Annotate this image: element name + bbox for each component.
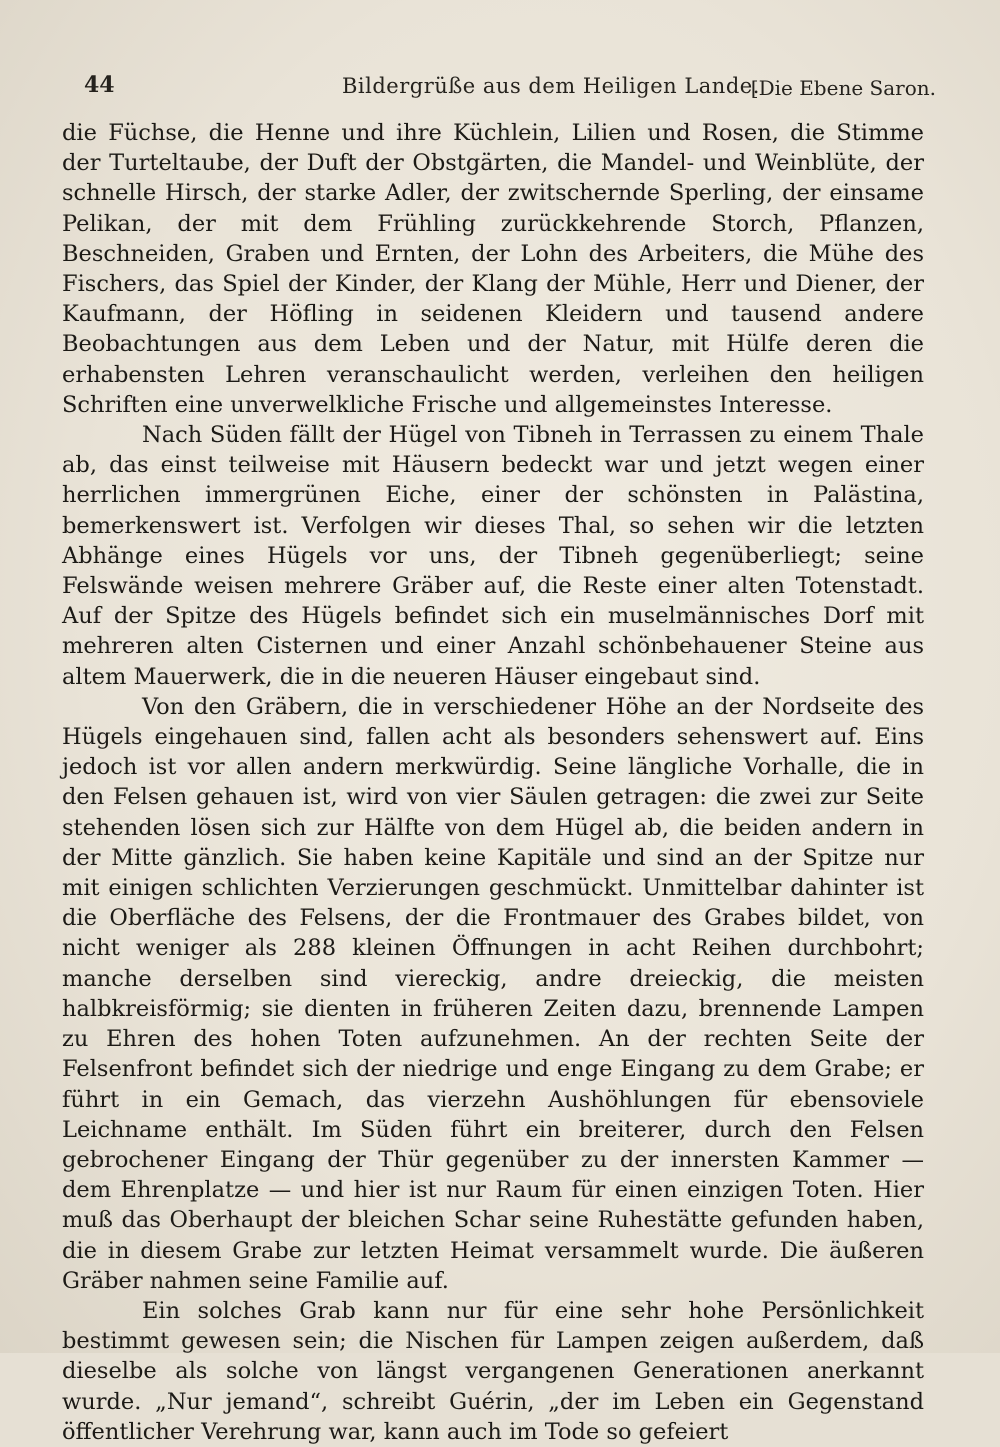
paragraph: Von den Gräbern, die in verschiedener Höhe an der Nordseite des Hügels eingehauen sind, fallen acht als besonders sehenswert auf. Eins jedoch ist vor allen andern merkwürdig. Seine längliche Vorhalle, die in den Felsen gehauen ist, wird von vier Säulen getragen: die zwei zur Seite stehenden lösen sich zur Hälfte von dem Hügel ab, die beiden andern in der Mitte gänzlich. Sie haben keine Kapitäle und sind an der Spitze nur mit einigen schlichten Verzierungen geschmückt. Unmittelbar dahinter ist die Oberfläche des Felsens, der die Frontmauer des Grabes bildet, von nicht weniger als 288 kleinen Öffnungen in acht Reihen durchbohrt; manche derselben sind viereckig, andre dreieckig, die meisten halbkreisförmig; sie dienten in früheren Zeiten dazu, brennende Lampen zu Ehren des hohen Toten aufzunehmen. An der rechten Seite der Felsenfront befindet sich der niedrige und enge Eingang zu dem Grabe; er führt in ein Gemach, das vierzehn Aushöhlungen für ebensoviele Leichname enthält. Im Süden führt ein breiterer, durch den Felsen gebrochener Eingang der Thür gegenüber zu der innersten Kammer — dem Ehrenplatze — und hier ist nur Raum für einen einzigen Toten. Hier muß das Oberhaupt der bleichen Schar seine Ruhestätte gefunden haben, die in diesem Grabe zur letzten Heimat versammelt wurde. Die äußeren Gräber nahmen seine Familie auf.	[62, 693, 924, 1294]
running-title: Bildergrüße aus dem Heiligen Lande.	[342, 74, 760, 98]
paragraph: Ein solches Grab kann nur für eine sehr hohe Persönlichkeit bestimmt gewesen sein; die Nischen für Lampen zeigen außerdem, daß dieselbe als solche von längst vergangenen Generationen anerkannt wurde. „Nur jemand“, schreibt Guérin, „der im Leben ein Gegenstand öffentlicher Verehrung war, kann auch im Tode so gefeiert	[62, 1297, 924, 1445]
paragraph: Nach Süden fällt der Hügel von Tibneh in Terrassen zu einem Thale ab, das einst teilweise mit Häusern bedeckt war und jetzt wegen einer herrlichen immergrünen Eiche, einer der schönsten in Palästina, bemerkenswert ist. Verfolgen wir dieses Thal, so sehen wir die letzten Abhänge eines Hügels vor uns, der Tibneh gegenüberliegt; seine Felswände weisen mehrere Gräber auf, die Reste einer alten Totenstadt. Auf der Spitze des Hügels befindet sich ein muselmännisches Dorf mit mehreren alten Cisternen und einer Anzahl schönbehauener Steine aus altem Mauerwerk, die in die neueren Häuser eingebaut sind.	[62, 422, 924, 690]
paragraph: die Füchse, die Henne und ihre Küchlein, Lilien und Rosen, die Stimme der Turteltaube, der Duft der Obstgärten, die Mandel- und Weinblüte, der schnelle Hirsch, der starke Adler, der zwitschernde Sperling, der einsame Pelikan, der mit dem Frühling zurückkehrende Storch, Pflanzen, Beschneiden, Graben und Ernten, der Lohn des Arbeiters, die Mühe des Fischers, das Spiel der Kinder, der Klang der Mühle, Herr und Diener, der Kaufmann, der Höfling in seidenen Kleidern und tausend andere Beobachtungen aus dem Leben und der Natur, mit Hülfe deren die erhabensten Lehren veranschaulicht werden, verleihen den heiligen Schriften eine unverwelkliche Frische und allgemeinstes Interesse.	[62, 120, 924, 418]
section-reference: [Die Ebene Saron.	[750, 76, 936, 100]
body-text	[62, 118, 924, 1447]
page-number: 44	[84, 72, 115, 98]
page-header	[62, 64, 942, 108]
